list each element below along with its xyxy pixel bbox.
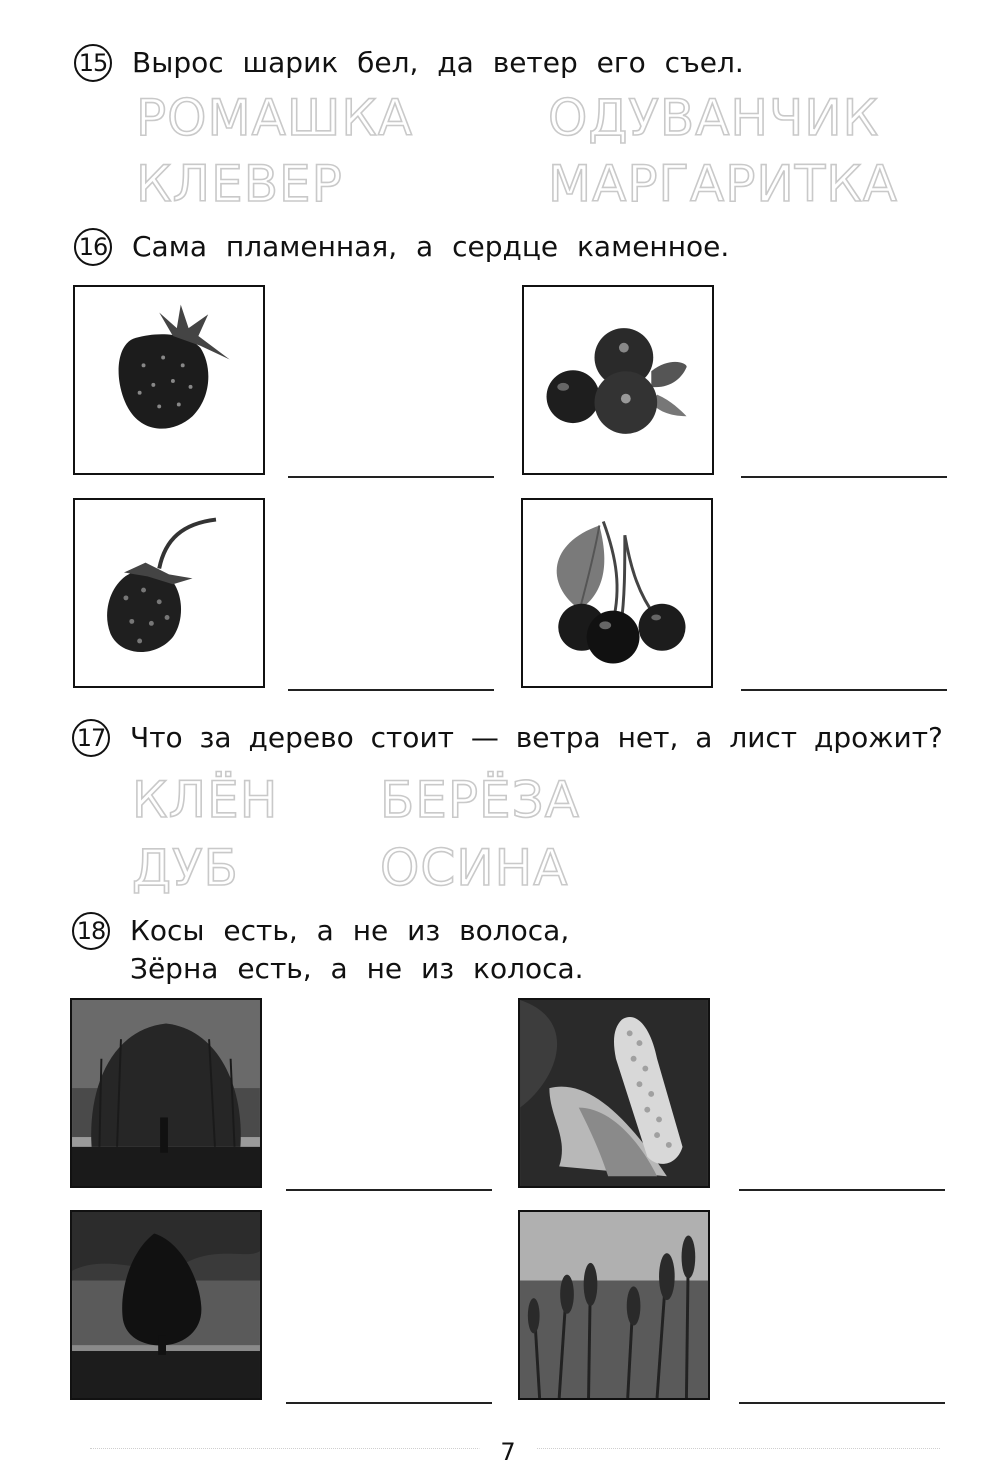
answer-line[interactable] <box>739 1402 945 1404</box>
answer-option[interactable]: БЕРЁЗА <box>380 771 580 829</box>
answer-line[interactable] <box>288 476 494 478</box>
corn-cob-icon <box>520 1000 708 1186</box>
wild-strawberry-icon <box>75 500 263 686</box>
strawberry-icon <box>75 287 263 473</box>
riddle-text: Что за дерево стоит — ветра нет, а лист дрожит? <box>130 721 943 754</box>
wheat-field-card[interactable] <box>518 1210 710 1400</box>
riddle-15 <box>74 44 744 82</box>
cherry-icon <box>523 500 711 686</box>
answer-option[interactable]: РОМАШКА <box>136 89 414 147</box>
tree-silhouette-card[interactable] <box>70 1210 262 1400</box>
cherry-card[interactable] <box>521 498 713 688</box>
answer-line[interactable] <box>741 476 947 478</box>
willow-tree-icon <box>72 1000 260 1186</box>
riddle-line-1: Косы есть, а не из волоса, <box>130 914 570 947</box>
riddle-text: Вырос шарик бел, да ветер его съел. <box>132 46 744 79</box>
riddle-number: 16 <box>74 228 112 266</box>
willow-tree-card[interactable] <box>70 998 262 1188</box>
riddle-number: 18 <box>72 912 110 950</box>
answer-option[interactable]: ОДУВАНЧИК <box>548 89 880 147</box>
answer-option[interactable]: ДУБ <box>132 839 239 897</box>
riddle-16 <box>74 228 729 266</box>
answer-line[interactable] <box>286 1402 492 1404</box>
riddle-number: 17 <box>72 719 110 757</box>
riddle-line-2: Зёрна есть, а не из колоса. <box>130 952 584 985</box>
wild-strawberry-card[interactable] <box>73 498 265 688</box>
riddle-text: Сама пламенная, а сердце каменное. <box>132 230 730 263</box>
tree-silhouette-icon <box>72 1212 260 1398</box>
answer-option[interactable]: КЛЕВЕР <box>136 155 343 213</box>
riddle-text <box>130 912 584 988</box>
answer-option[interactable]: КЛЁН <box>132 771 279 829</box>
riddle-number: 15 <box>74 44 112 82</box>
answer-line[interactable] <box>286 1189 492 1191</box>
blueberry-icon <box>524 287 712 473</box>
answer-line[interactable] <box>288 689 494 691</box>
answer-line[interactable] <box>739 1189 945 1191</box>
page-number: 7 <box>479 1432 537 1472</box>
blueberry-card[interactable] <box>522 285 714 475</box>
wheat-field-icon <box>520 1212 708 1398</box>
riddle-18 <box>72 912 584 988</box>
corn-cob-card[interactable] <box>518 998 710 1188</box>
answer-option[interactable]: ОСИНА <box>380 839 569 897</box>
strawberry-card[interactable] <box>73 285 265 475</box>
answer-line[interactable] <box>741 689 947 691</box>
riddle-17 <box>72 719 943 757</box>
answer-option[interactable]: МАРГАРИТКА <box>548 155 898 213</box>
